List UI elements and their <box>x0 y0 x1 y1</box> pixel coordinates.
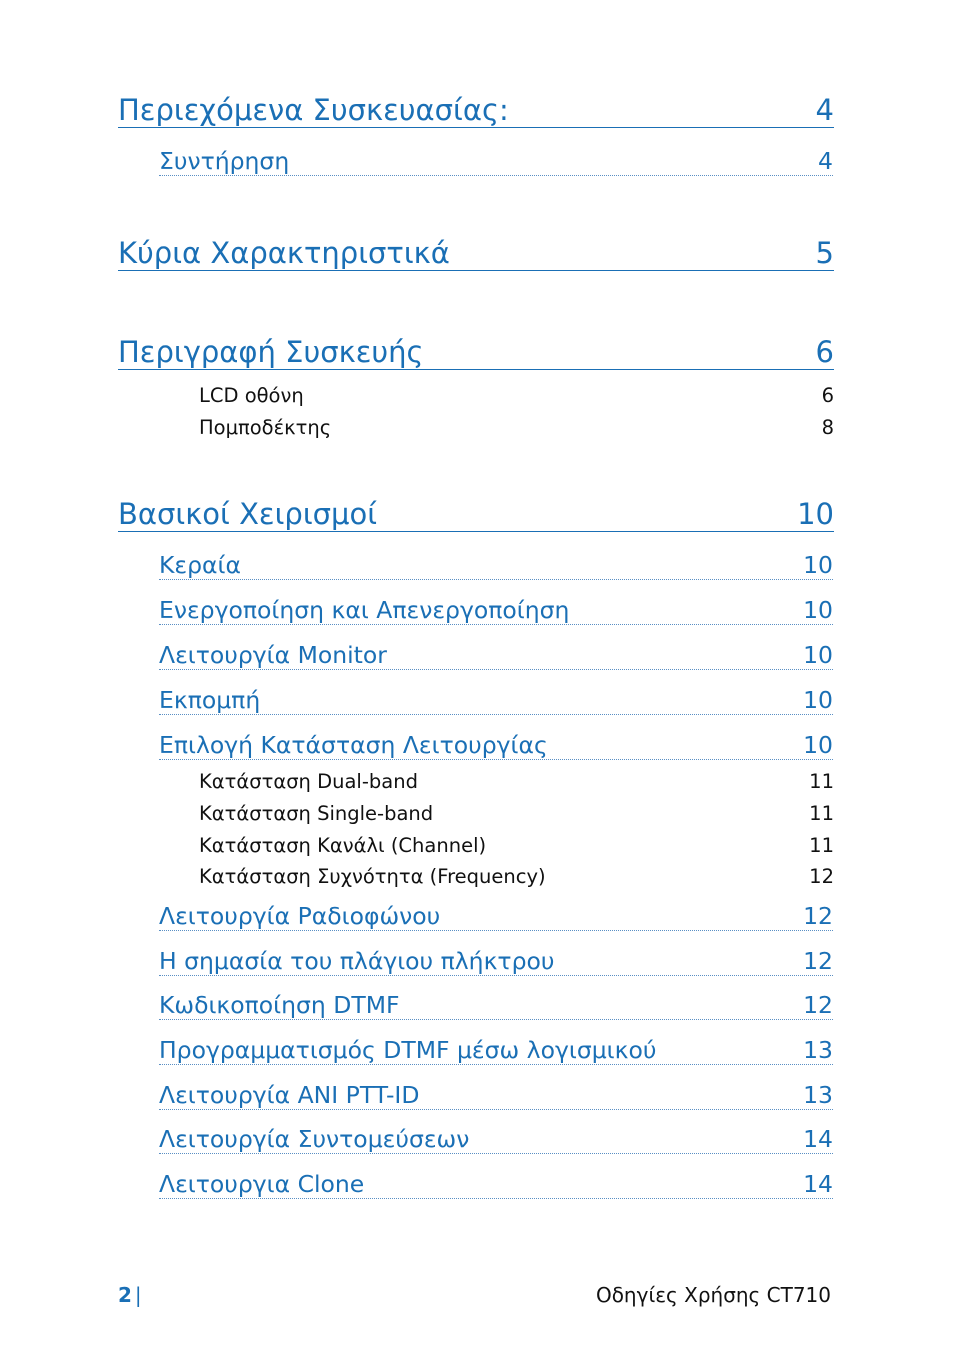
toc-entry-title: Κωδικοποίηση DTMF <box>159 991 400 1019</box>
toc-entry-maintenance[interactable] <box>159 144 833 176</box>
toc-entry-page: 6 <box>815 335 834 369</box>
toc-entry-page: 12 <box>803 902 833 930</box>
toc-entry-title: LCD οθόνη <box>199 384 304 407</box>
toc-entry-transmission[interactable] <box>159 683 833 715</box>
toc-entry-title: Συντήρηση <box>159 147 290 175</box>
toc-entry-shortcuts[interactable] <box>159 1122 833 1154</box>
toc-entry-dual-band-mode[interactable] <box>199 767 834 793</box>
toc-entry-page: 5 <box>815 236 834 270</box>
toc-entry-title: Κεραία <box>159 551 241 579</box>
toc-entry-monitor-function[interactable] <box>159 638 833 670</box>
toc-entry-page: 10 <box>803 551 833 579</box>
toc-entry-title: Προγραμματισμός DTMF μέσω λογισμικού <box>159 1036 657 1064</box>
toc-entry-title: Εκπομπή <box>159 686 261 714</box>
toc-entry-basic-operations[interactable] <box>118 492 834 532</box>
page-number: 2 <box>118 1283 132 1307</box>
toc-entry-title: Κατάσταση Συχνότητα (Frequency) <box>199 865 546 888</box>
toc-entry-single-band-mode[interactable] <box>199 799 834 825</box>
toc-entry-title: Πομποδέκτης <box>199 416 332 439</box>
toc-entry-title: Βασικοί Χειρισμοί <box>118 497 378 531</box>
toc-entry-title: Λειτουργία Συντομεύσεων <box>159 1125 470 1153</box>
toc-entry-dtmf-encoding[interactable] <box>159 988 833 1020</box>
toc-entry-page: 8 <box>821 416 834 439</box>
toc-entry-page: 10 <box>803 686 833 714</box>
toc-entry-title: Περιγραφή Συσκευής <box>118 335 424 369</box>
toc-entry-page: 12 <box>809 865 834 888</box>
toc-entry-title: Κατάσταση Single-band <box>199 802 434 825</box>
toc-entry-page: 4 <box>818 147 833 175</box>
toc-entry-clone[interactable] <box>159 1167 833 1199</box>
toc-entry-title: Κατάσταση Κανάλι (Channel) <box>199 834 487 857</box>
footer-page-number <box>118 1283 142 1307</box>
toc-entry-lcd-screen[interactable] <box>199 381 834 407</box>
toc-entry-page: 13 <box>803 1036 833 1064</box>
footer-separator: | <box>134 1283 142 1307</box>
toc-entry-radio-function[interactable] <box>159 899 833 931</box>
toc-entry-page: 4 <box>815 93 834 127</box>
toc-entry-title: Λειτουργία Monitor <box>159 641 387 669</box>
toc-entry-page: 10 <box>803 596 833 624</box>
footer-doc-title: Οδηγίες Χρήσης CT710 <box>595 1283 831 1307</box>
toc-entry-page: 14 <box>803 1125 833 1153</box>
toc-entry-channel-mode[interactable] <box>199 831 834 857</box>
toc-entry-title: Λειτουργια Clone <box>159 1170 365 1198</box>
toc-entry-page: 11 <box>809 834 834 857</box>
toc-entry-device-description[interactable] <box>118 330 834 370</box>
toc-entry-page: 12 <box>803 947 833 975</box>
toc-entry-main-features[interactable] <box>118 231 834 271</box>
toc-entry-title: Ενεργοποίηση και Απενεργοποίηση <box>159 596 570 624</box>
toc-entry-page: 10 <box>797 497 834 531</box>
toc-entry-power-on-off[interactable] <box>159 593 833 625</box>
toc-entry-title: Η σημασία του πλάγιου πλήκτρου <box>159 947 555 975</box>
toc-entry-dtmf-software[interactable] <box>159 1033 833 1065</box>
toc-entry-title: Κύρια Χαρακτηριστικά <box>118 236 450 270</box>
toc-entry-title: Επιλογή Κατάσταση Λειτουργίας <box>159 731 548 759</box>
toc-entry-ani-ptt-id[interactable] <box>159 1078 833 1110</box>
toc-entry-page: 6 <box>821 384 834 407</box>
toc-entry-transceiver[interactable] <box>199 413 834 439</box>
toc-entry-page: 10 <box>803 731 833 759</box>
toc-entry-frequency-mode[interactable] <box>199 862 834 888</box>
toc-entry-page: 11 <box>809 802 834 825</box>
toc-entry-page: 12 <box>803 991 833 1019</box>
toc-entry-page: 11 <box>809 770 834 793</box>
toc-entry-side-key[interactable] <box>159 944 833 976</box>
toc-entry-page: 13 <box>803 1081 833 1109</box>
toc-entry-title: Λειτουργία ANI PTT-ID <box>159 1081 420 1109</box>
toc-entry-mode-selection[interactable] <box>159 728 833 760</box>
toc-entry-page: 10 <box>803 641 833 669</box>
toc-entry-title: Κατάσταση Dual-band <box>199 770 418 793</box>
toc-entry-packaging-contents[interactable] <box>118 88 834 128</box>
toc-entry-title: Περιεχόμενα Συσκευασίας: <box>118 93 509 127</box>
toc-entry-antenna[interactable] <box>159 548 833 580</box>
toc-entry-page: 14 <box>803 1170 833 1198</box>
toc-entry-title: Λειτουργία Ραδιοφώνου <box>159 902 441 930</box>
